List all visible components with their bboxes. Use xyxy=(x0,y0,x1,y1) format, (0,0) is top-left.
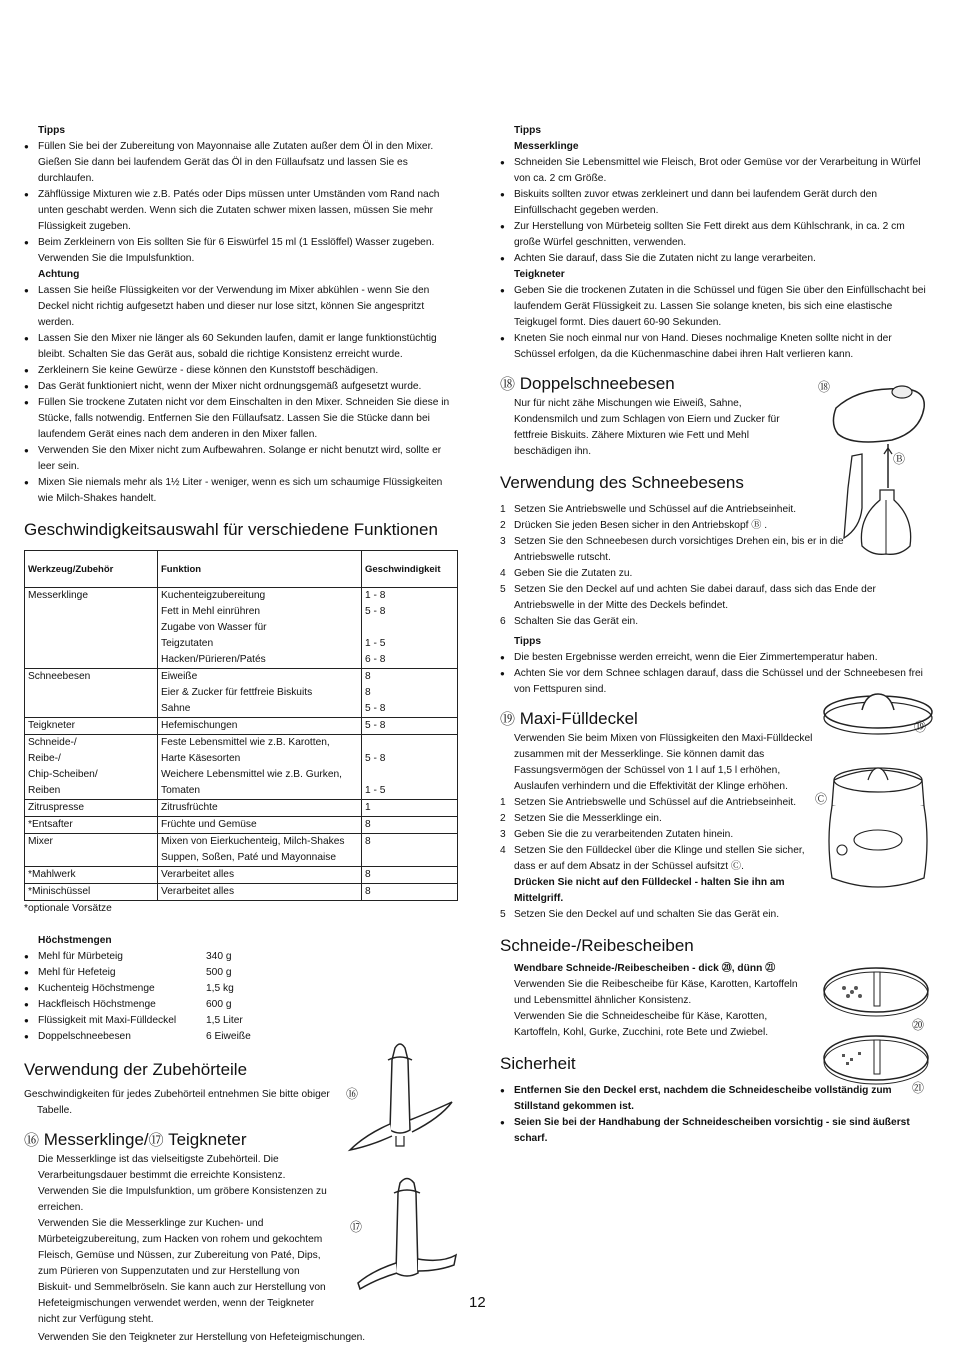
table-row xyxy=(25,620,458,636)
figure-20-label: ⑳ xyxy=(912,1018,925,1032)
table-row xyxy=(25,604,458,620)
table-header-function: Funktion xyxy=(158,551,362,588)
list-item xyxy=(500,795,810,811)
list-item: ● Die besten Ergebnisse werden erreicht, wenn die Eier Zimmertemperatur haben. xyxy=(500,650,934,666)
discs-subtitle: Wendbare Schneide-/Reibescheiben - dick ⑳, dünn ㉑ xyxy=(514,963,776,974)
list-item xyxy=(500,582,900,614)
figure-18-label: ⑱ xyxy=(818,380,831,394)
table-cell-tool: Chip-Scheiben/ xyxy=(25,767,158,783)
max-item-value: 600 g xyxy=(206,999,232,1010)
list-item xyxy=(24,981,458,997)
list-item: ● Geben Sie die trockenen Zutaten in die Schüssel und fügen Sie über den Einfüllschacht bei laufendem Gerät Flüssigkeit zu. Lassen Sie solange kneten, bis sich eine elastische Teigkugel formt. Dies dauert 60-90 Sekunden. xyxy=(500,283,934,331)
figure-19-label: ⑲ xyxy=(914,720,927,734)
table-cell-func: Teigzutaten xyxy=(158,636,362,652)
table-cell-speed: 8 xyxy=(362,669,458,686)
max-item-value: 1,5 kg xyxy=(206,983,234,994)
table-cell-tool: Schneide-/ xyxy=(25,735,158,752)
fill-title-text: Maxi-Fülldeckel xyxy=(519,709,638,728)
step-number: 3 xyxy=(500,536,506,547)
table-cell-speed: 1 - 5 xyxy=(362,783,458,800)
figure-16-label: ⑯ xyxy=(346,1087,359,1101)
max-heading: Höchstmengen xyxy=(38,935,112,946)
dough-title-part: Teigkneter xyxy=(168,1130,247,1149)
list-item: ● Seien Sie bei der Handhabung der Schneidescheiben vorsichtig - sie sind äußerst scharf. xyxy=(500,1115,934,1147)
fill-step-5-list xyxy=(500,907,810,923)
speed-table xyxy=(24,550,458,901)
figure-b-label: Ⓑ xyxy=(893,452,906,466)
table-cell-func: Verarbeitet alles xyxy=(158,867,362,884)
max-item-label: ● Hackfleisch Höchstmenge xyxy=(24,997,206,1013)
step-number: 4 xyxy=(500,845,506,856)
caution-list xyxy=(24,283,458,507)
table-cell-func: Feste Lebensmittel wie z.B. Karotten, xyxy=(158,735,362,752)
safety-title: Sicherheit xyxy=(500,1054,576,1073)
list-item xyxy=(24,997,458,1013)
list-item xyxy=(500,811,810,827)
table-cell-func: Hacken/Pürieren/Patés xyxy=(158,652,362,669)
list-item: ● Das Gerät funktioniert nicht, wenn der Mixer nicht ordnungsgemäß aufgesetzt wurde. xyxy=(24,379,458,395)
dough-tips-list xyxy=(500,283,934,363)
number-18-icon: ⑱ xyxy=(500,376,516,393)
list-item: ● Entfernen Sie den Deckel erst, nachdem die Schneidescheibe vollständig zum Stillstand gekommen ist. xyxy=(500,1083,934,1115)
table-cell-func: Früchte und Gemüse xyxy=(158,817,362,834)
list-item: ● Mixen Sie niemals mehr als 1½ Liter - weniger, wenn es sich um schaumige Flüssigkeiten wie Milch-Shakes handelt. xyxy=(24,475,458,507)
step-text: Setzen Sie den Fülldeckel über die Klinge und stellen Sie sicher, dass er auf dem Absatz in der Schüssel aufsitzt Ⓒ. xyxy=(514,845,805,872)
table-cell-func: Hefemischungen xyxy=(158,718,362,735)
max-item-value: 340 g xyxy=(206,951,232,962)
dough-tool-illustration xyxy=(352,1175,462,1300)
table-cell-tool xyxy=(25,620,158,636)
table-row xyxy=(25,783,458,800)
list-item: ● Lassen Sie den Mixer nie länger als 60 Sekunden laufen, damit er lange funktionstüchtig bleibt. Schalten Sie das Gerät aus, sobald die richtige Konsistenz erreicht wurde. xyxy=(24,331,458,363)
step-text: Setzen Sie Antriebswelle und Schüssel auf die Antriebseinheit. xyxy=(514,797,797,808)
number-16-icon: ⑯ xyxy=(24,1132,40,1149)
table-cell-tool xyxy=(25,701,158,718)
list-item xyxy=(24,965,458,981)
table-cell-func: Eier & Zucker für fettfreie Biskuits xyxy=(158,685,362,701)
whisk-title-text: Doppelschneebesen xyxy=(519,374,675,393)
knife-paragraph-2: Verwenden Sie die Messerklinge zur Kuchen- und Mürbeteigzubereitung, zum Hacken von rohem und gekochtem Fleisch, Gemüse und Nüssen, zur Zubereitung von Paté, Dips, zum Pürieren von Suppenzutaten und zur Herstellung von Biskuit- und Semmelbröseln. Sie kann auch zur Herstellung von Hefeteigmischungen verwendet werden, wenn der Teigkneter nicht zur Verfügung steht. xyxy=(38,1218,326,1325)
table-cell-speed: 5 - 8 xyxy=(362,701,458,718)
table-row xyxy=(25,834,458,851)
table-cell-speed: 1 xyxy=(362,800,458,817)
table-cell-func: Eiweiße xyxy=(158,669,362,686)
list-item: ● Zähflüssige Mixturen wie z.B. Patés oder Dips müssen unter Umständen vom Rand nach unten geschabt werden. Wenn sich die Zutaten schwer mixen lassen, müssen Sie mehr Flüssigkeit zugeben. xyxy=(24,187,458,235)
step-text: Setzen Sie die Messerklinge ein. xyxy=(514,813,662,824)
step-number: 1 xyxy=(500,504,506,515)
table-cell-speed xyxy=(362,850,458,867)
list-item xyxy=(24,949,458,965)
max-item-value: 6 Eiweiße xyxy=(206,1031,251,1042)
step-number: 5 xyxy=(500,909,506,920)
step-text: Setzen Sie den Deckel auf und schalten Sie das Gerät ein. xyxy=(514,909,780,920)
table-cell-speed xyxy=(362,620,458,636)
list-item: ● Füllen Sie bei der Zubereitung von Mayonnaise alle Zutaten außer dem Öl in den Mixer. Gießen Sie dann bei laufendem Gerät das Öl in den Füllaufsatz und lassen Sie es durchlaufen. xyxy=(24,139,458,187)
table-row xyxy=(25,701,458,718)
page-number: 12 xyxy=(469,1294,486,1311)
table-cell-func: Kuchenteigzubereitung xyxy=(158,588,362,605)
max-item-label: ● Mehl für Mürbeteig xyxy=(24,949,206,965)
table-row xyxy=(25,588,458,605)
knife-paragraph-1: Die Messerklinge ist das vielseitigste Zubehörteil. Die Verarbeitungsdauer bestimmt die erreichte Konsistenz. Verwenden Sie die Impulsfunktion, um gröbere Konsistenzen zu erreichen. xyxy=(38,1154,327,1213)
table-row xyxy=(25,669,458,686)
table-cell-tool xyxy=(25,604,158,620)
table-cell-tool: Reibe-/ xyxy=(25,751,158,767)
max-item-label: ● Kuchenteig Höchstmenge xyxy=(24,981,206,997)
step-number: 6 xyxy=(500,616,506,627)
knife-tips-heading: Messerklinge xyxy=(514,141,579,152)
step-number: 2 xyxy=(500,520,506,531)
whisk-tips-heading: Tipps xyxy=(514,636,541,647)
table-header-speed: Geschwindigkeit xyxy=(362,551,458,588)
table-cell-tool: *Minischüssel xyxy=(25,884,158,901)
table-cell-speed: 8 xyxy=(362,817,458,834)
step-text: Setzen Sie den Schneebesen durch vorsichtiges Drehen ein, bis er in die Antriebswelle rutscht. xyxy=(514,536,844,563)
max-item-value: 1,5 Liter xyxy=(206,1015,243,1026)
whisk-illustration xyxy=(822,378,934,578)
fill-steps-list xyxy=(500,795,810,875)
table-row xyxy=(25,800,458,817)
list-item: ● Zerkleinern Sie keine Gewürze - diese können den Kunststoff beschädigen. xyxy=(24,363,458,379)
discs-paragraph-2: Verwenden Sie die Schneidescheibe für Käse, Karotten, Kartoffeln, Kohl, Gurke, Zucchini, rote Bete und Zwiebel. xyxy=(514,1011,769,1038)
table-cell-func: Suppen, Soßen, Paté und Mayonnaise xyxy=(158,850,362,867)
knife-blade-illustration xyxy=(340,1040,460,1170)
table-cell-func: Tomaten xyxy=(158,783,362,800)
table-cell-tool: *Entsafter xyxy=(25,817,158,834)
tips-list xyxy=(24,139,458,267)
figure-17-label: ⑰ xyxy=(350,1220,363,1234)
step-text: Schalten Sie das Gerät ein. xyxy=(514,616,639,627)
knife-tips-list xyxy=(500,155,934,267)
table-row xyxy=(25,767,458,783)
table-cell-speed: 8 xyxy=(362,685,458,701)
max-item-label: ● Mehl für Hefeteig xyxy=(24,965,206,981)
accessories-text: Geschwindigkeiten für jedes Zubehörteil entnehmen Sie bitte obiger Tabelle. xyxy=(24,1089,330,1116)
step-text: Geben Sie die Zutaten zu. xyxy=(514,568,633,579)
table-row xyxy=(25,636,458,652)
figure-21-label: ㉑ xyxy=(912,1081,925,1095)
whisk-use-title: Verwendung des Schneebesens xyxy=(500,473,744,492)
table-cell-func: Harte Käsesorten xyxy=(158,751,362,767)
table-cell-speed: 8 xyxy=(362,834,458,851)
step-number: 5 xyxy=(500,584,506,595)
table-row xyxy=(25,751,458,767)
table-cell-tool: Messerklinge xyxy=(25,588,158,605)
list-item: ● Biskuits sollten zuvor etwas zerkleinert und dann bei laufendem Gerät durch den Einfüllschacht gegeben werden. xyxy=(500,187,934,219)
table-cell-tool xyxy=(25,652,158,669)
list-item xyxy=(500,843,810,875)
max-item-label: ● Doppelschneebesen xyxy=(24,1029,206,1045)
safety-list xyxy=(500,1083,934,1147)
list-item: ● Achten Sie vor dem Schnee schlagen darauf, dass die Schüssel und der Schneebesen frei von Fettspuren sind. xyxy=(500,666,934,698)
table-cell-tool: Zitruspresse xyxy=(25,800,158,817)
caution-heading: Achtung xyxy=(38,269,80,280)
table-cell-speed: 5 - 8 xyxy=(362,718,458,735)
table-cell-func: Zugabe von Wasser für xyxy=(158,620,362,636)
list-item: ● Füllen Sie trockene Zutaten nicht vor dem Einschalten in den Mixer. Schneiden Sie diese in Stücke, falls notwendig. Entfernen Sie den Füllaufsatz. Lassen Sie die Stücke dann bei laufendem Gerät eines nach dem anderen in den Mixer fallen. xyxy=(24,395,458,443)
table-row xyxy=(25,884,458,901)
table-cell-tool xyxy=(25,685,158,701)
step-text: Drücken Sie jeden Besen sicher in den Antriebskopf Ⓑ . xyxy=(514,520,768,531)
discs-section-title: Schneide-/Reibescheiben xyxy=(500,936,694,955)
step-number: 3 xyxy=(500,829,506,840)
step-text: Geben Sie die zu verarbeitenden Zutaten hinein. xyxy=(514,829,734,840)
table-row xyxy=(25,735,458,752)
list-item: ● Schneiden Sie Lebensmittel wie Fleisch, Brot oder Gemüse vor der Verarbeitung in Würfel von ca. 2 cm Größe. xyxy=(500,155,934,187)
table-cell-speed: 5 - 8 xyxy=(362,604,458,620)
list-item xyxy=(500,614,900,630)
table-row xyxy=(25,817,458,834)
table-row xyxy=(25,718,458,735)
table-row xyxy=(25,867,458,884)
table-cell-tool xyxy=(25,850,158,867)
list-item: ● Achten Sie darauf, dass Sie die Zutaten nicht zu lange verarbeiten. xyxy=(500,251,934,267)
table-cell-func: Weichere Lebensmittel wie z.B. Gurken, xyxy=(158,767,362,783)
table-cell-tool: Teigkneter xyxy=(25,718,158,735)
table-cell-speed xyxy=(362,735,458,752)
max-item-label: ● Flüssigkeit mit Maxi-Fülldeckel xyxy=(24,1013,206,1029)
list-item: ● Kneten Sie noch einmal nur von Hand. Dieses nochmalige Kneten sollte nicht in der Schüssel erfolgen, da die Küchenmaschine dabei ihren Halt verlieren kann. xyxy=(500,331,934,363)
figure-c-label: Ⓒ xyxy=(815,792,828,806)
list-item xyxy=(24,1013,458,1029)
max-item-value: 500 g xyxy=(206,967,232,978)
table-cell-tool: Schneebesen xyxy=(25,669,158,686)
accessories-title: Verwendung der Zubehörteile xyxy=(24,1060,248,1079)
table-row xyxy=(25,685,458,701)
table-cell-func: Mixen von Eierkuchenteig, Milch-Shakes xyxy=(158,834,362,851)
number-19-icon: ⑲ xyxy=(500,711,516,728)
list-item: ● Lassen Sie heiße Flüssigkeiten vor der Verwendung im Mixer abkühlen - wenn Sie den Deckel nicht richtig aufgesetzt haben und dieser nur lose sitzt, können Sie angespritzt werden. xyxy=(24,283,458,331)
max-list xyxy=(24,949,458,1045)
table-cell-speed: 5 - 8 xyxy=(362,751,458,767)
fill-text: Verwenden Sie beim Mixen von Flüssigkeiten den Maxi-Fülldeckel zusammen mit der Messerklinge. Sie können damit das Fassungsvermögen der Schüssel von 1 l auf 1,5 l erhöhen, Auslaufen verhindern und die Effektivität der Klinge erhöhen. xyxy=(514,733,813,792)
number-17-icon: ⑰ xyxy=(148,1132,164,1149)
dough-tips-heading: Teigkneter xyxy=(514,269,565,280)
table-cell-func: Fett in Mehl einrühren xyxy=(158,604,362,620)
table-cell-speed xyxy=(362,767,458,783)
table-cell-func: Verarbeitet alles xyxy=(158,884,362,901)
step-text: Setzen Sie Antriebswelle und Schüssel auf die Antriebseinheit. xyxy=(514,504,797,515)
table-footnote: *optionale Vorsätze xyxy=(24,903,112,914)
speed-section-title: Geschwindigkeitsauswahl für verschiedene Funktionen xyxy=(24,520,438,539)
knife-title-part: Messerklinge/ xyxy=(43,1130,149,1149)
table-row xyxy=(25,652,458,669)
list-item: ● Verwenden Sie den Mixer nicht zum Aufbewahren. Solange er nicht benutzt wird, sollte er leer sein. xyxy=(24,443,458,475)
table-cell-func: Sahne xyxy=(158,701,362,718)
list-item: ● Beim Zerkleinern von Eis sollten Sie für 6 Eiswürfel 15 ml (1 Esslöffel) Wasser zugeben. Verwenden Sie die Impulsfunktion. xyxy=(24,235,458,267)
step-number: 4 xyxy=(500,568,506,579)
table-cell-speed: 6 - 8 xyxy=(362,652,458,669)
knife-paragraph-3: Verwenden Sie den Teigkneter zur Herstellung von Hefeteigmischungen. xyxy=(38,1332,366,1343)
list-item xyxy=(500,827,810,843)
table-row xyxy=(25,850,458,867)
list-item: ● Zur Herstellung von Mürbeteig sollten Sie Fett direkt aus dem Kühlschrank, in ca. 2 cm große Würfel geschnitten, verwenden. xyxy=(500,219,934,251)
table-cell-speed: 1 - 8 xyxy=(362,588,458,605)
table-cell-speed: 8 xyxy=(362,867,458,884)
table-cell-speed: 1 - 5 xyxy=(362,636,458,652)
table-cell-tool: Mixer xyxy=(25,834,158,851)
table-cell-tool: Reiben xyxy=(25,783,158,800)
table-cell-func: Zitrusfrüchte xyxy=(158,800,362,817)
step-number: 2 xyxy=(500,813,506,824)
table-cell-tool: *Mahlwerk xyxy=(25,867,158,884)
tips-heading: Tipps xyxy=(38,125,65,136)
discs-paragraph-1: Verwenden Sie die Reibescheibe für Käse, Karotten, Kartoffeln und Lebensmittel ähnlicher Konsistenz. xyxy=(514,979,798,1006)
step-number: 1 xyxy=(500,797,506,808)
step-text: Setzen Sie den Deckel auf und achten Sie dabei darauf, dass sich das Ende der Antriebswelle in der Mitte des Deckels befindet. xyxy=(514,584,876,611)
fill-warning: Drücken Sie nicht auf den Fülldeckel - halten Sie ihn am Mittelgriff. xyxy=(514,877,785,904)
table-cell-speed: 8 xyxy=(362,884,458,901)
whisk-text: Nur für nicht zähe Mischungen wie Eiweiß, Sahne, Kondensmilch und zum Schlagen von Eiern und Zucker für fettfreie Biskuits. Zähere Mixturen wie Fett und Mehl beschädigen ihn. xyxy=(514,398,780,457)
list-item xyxy=(500,907,810,923)
table-header-tool: Werkzeug/Zubehör xyxy=(25,551,158,588)
table-cell-tool xyxy=(25,636,158,652)
right-tips-heading: Tipps xyxy=(514,125,541,136)
